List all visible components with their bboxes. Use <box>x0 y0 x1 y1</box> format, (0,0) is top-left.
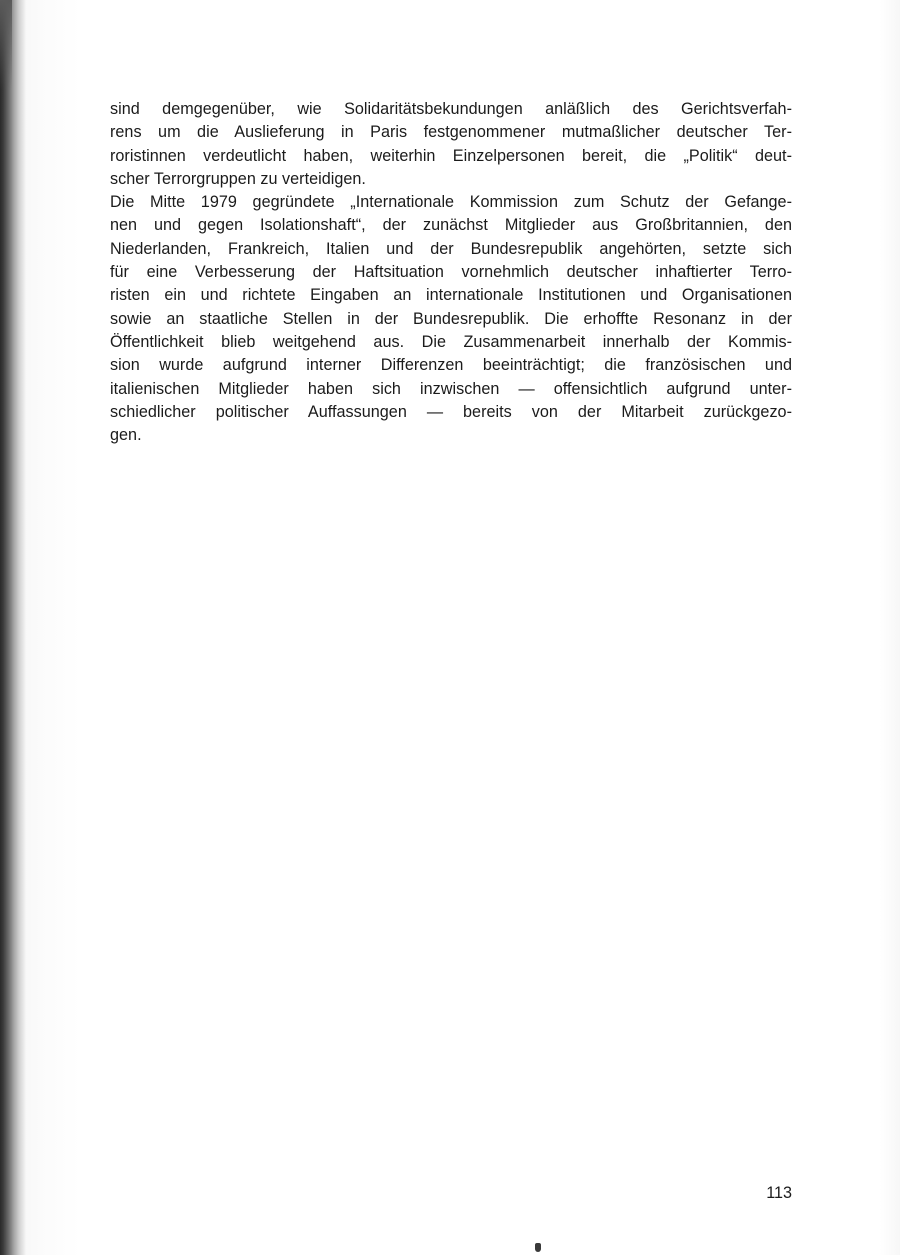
text-line: schiedlicher politischer Auffassungen — bereits von der Mitarbeit zurückgezo- <box>110 402 792 421</box>
text-line: sind demgegenüber, wie Solidaritätsbekundungen anläßlich des Gerichtsverfah- <box>110 100 792 118</box>
ink-speck <box>535 1243 541 1252</box>
text-line: rens um die Auslieferung in Paris festgenommener mutmaßlicher deutscher Ter- <box>110 123 792 142</box>
binding-shadow-corner <box>0 0 12 90</box>
text-line: italienischen Mitglieder haben sich inzwischen — offensichtlich aufgrund unter- <box>110 379 792 398</box>
binding-shadow <box>0 0 26 1255</box>
page-number: 113 <box>766 1184 792 1202</box>
text-line: roristinnen verdeutlicht haben, weiterhin Einzelpersonen bereit, die „Politik“ deut- <box>110 146 792 165</box>
paragraph-1 <box>110 98 792 191</box>
text-line: risten ein und richtete Eingaben an internationale Institutionen und Organisationen <box>110 286 792 305</box>
text-line: für eine Verbesserung der Haftsituation vornehmlich deutscher inhaftierter Terro- <box>110 263 792 282</box>
text-line: scher Terrorgruppen zu verteidigen. <box>110 169 366 188</box>
text-line: Die Mitte 1979 gegründete „Internationale Kommission zum Schutz der Gefange- <box>110 193 792 212</box>
text-line: nen und gegen Isolationshaft“, der zunächst Mitglieder aus Großbritannien, den <box>110 216 792 235</box>
text-line: Öffentlichkeit blieb weitgehend aus. Die Zusammenarbeit innerhalb der Kommis- <box>110 332 792 351</box>
text-line: gen. <box>110 426 142 445</box>
paragraph-2 <box>110 191 792 447</box>
text-line: Niederlanden, Frankreich, Italien und der Bundesrepublik angehörten, setzte sich <box>110 239 792 258</box>
text-line: sion wurde aufgrund interner Differenzen beeinträchtigt; die französischen und <box>110 356 792 375</box>
body-text <box>110 98 792 447</box>
text-line: sowie an staatliche Stellen in der Bundesrepublik. Die erhoffte Resonanz in der <box>110 309 792 328</box>
